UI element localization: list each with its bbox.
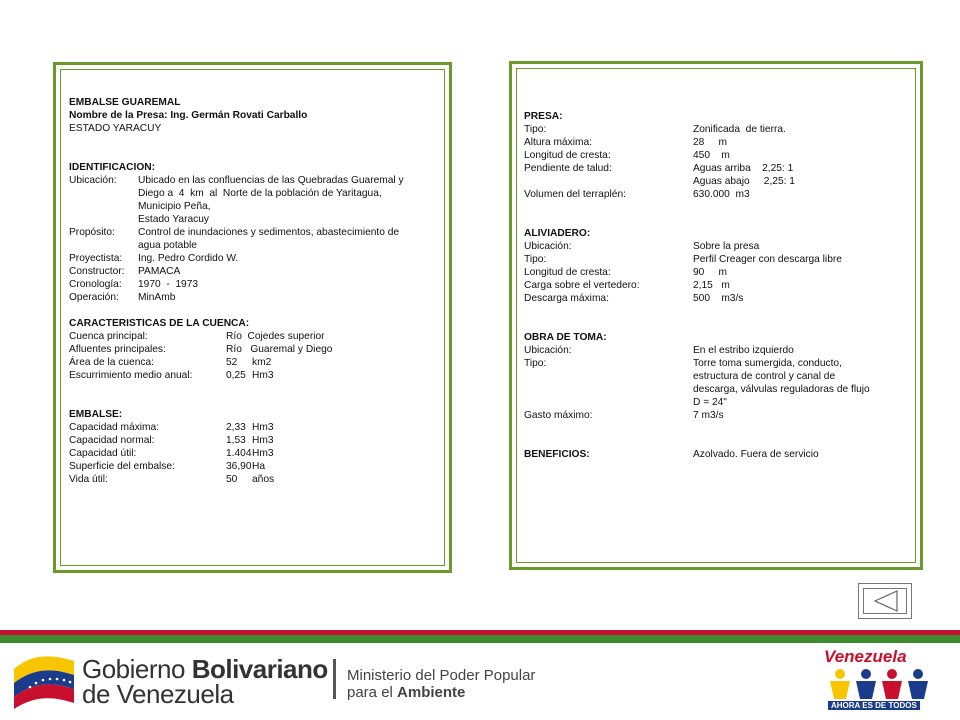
- info-row: [524, 162, 904, 175]
- info-label: Vida útil:: [69, 474, 108, 485]
- ministry-line2: [347, 684, 465, 701]
- info-value: 50: [226, 474, 238, 485]
- cuenca-list: [69, 330, 429, 382]
- info-value: 0,25: [226, 370, 246, 381]
- info-value: 2,15 m: [693, 280, 730, 291]
- info-unit: Hm3: [252, 370, 274, 381]
- info-value: Río Cojedes superior: [226, 331, 325, 342]
- ministry-para-el: para el: [347, 684, 398, 701]
- info-row: [524, 266, 904, 279]
- info-row: [69, 278, 429, 291]
- info-row: [69, 369, 429, 382]
- section-title-beneficios: BENEFICIOS:: [524, 449, 590, 460]
- info-value: 52: [226, 357, 238, 368]
- info-value: PAMACA: [138, 266, 181, 277]
- info-value: Torre toma sumergida, conducto,: [693, 358, 842, 369]
- info-row: [69, 226, 429, 239]
- info-label: Carga sobre el vertedero:: [524, 280, 640, 291]
- info-label: Volumen del terraplén:: [524, 189, 626, 200]
- info-label: Constructor:: [69, 266, 125, 277]
- toma-list: [524, 344, 904, 422]
- info-value: Zonificada de tierra.: [693, 124, 786, 135]
- venezuela-flag-icon: [12, 651, 76, 709]
- identificacion-list: [69, 174, 429, 304]
- info-value: Ing. Pedro Cordido W.: [138, 253, 239, 264]
- section-title-toma: OBRA DE TOMA:: [524, 332, 607, 343]
- footer-bar: [0, 643, 960, 720]
- info-unit: km2: [252, 357, 272, 368]
- dam-name: Nombre de la Presa: Ing. Germán Rovati Carballo: [69, 110, 308, 121]
- info-value: Municipio Peña,: [138, 201, 211, 212]
- info-label: [524, 370, 693, 383]
- info-value: MinAmb: [138, 292, 176, 303]
- info-row: [524, 383, 904, 396]
- info-label: Tipo:: [524, 254, 547, 265]
- info-row: [69, 239, 429, 252]
- info-row: [524, 344, 904, 357]
- info-value: Diego a 4 km al Norte de la población de Yaritagua,: [138, 188, 382, 199]
- info-label: [524, 396, 693, 409]
- embalse-list: [69, 421, 429, 486]
- info-label: [69, 239, 138, 252]
- info-row: [69, 447, 429, 460]
- info-value: Sobre la presa: [693, 241, 760, 252]
- green-stripe: [0, 635, 960, 643]
- state-name: ESTADO YARACUY: [69, 123, 162, 134]
- section-title-cuenca: CARACTERISTICAS DE LA CUENCA:: [69, 318, 250, 329]
- right-info-panel: [509, 61, 923, 570]
- info-label: Pendiente de talud:: [524, 163, 612, 174]
- info-label: Ubicación:: [524, 345, 572, 356]
- aliviadero-list: [524, 240, 904, 305]
- info-value: En el estribo izquierdo: [693, 345, 794, 356]
- reservoir-name: EMBALSE GUAREMAL: [69, 97, 181, 108]
- info-value: 2,33: [226, 422, 246, 433]
- triangle-back-icon: [858, 583, 912, 619]
- left-panel-content: [69, 96, 429, 486]
- people-figures-icon: [826, 667, 938, 701]
- info-label: Ubicación:: [524, 241, 572, 252]
- info-value: 1,53: [226, 435, 246, 446]
- section-title-embalse: EMBALSE:: [69, 409, 123, 420]
- info-label: Capacidad normal:: [69, 435, 155, 446]
- right-panel-content: [524, 110, 904, 461]
- info-value: estructura de control y canal de: [693, 371, 836, 382]
- info-label: Ubicación:: [69, 175, 117, 186]
- info-row: [69, 330, 429, 343]
- info-row: [69, 460, 429, 473]
- section-title-identificacion: IDENTIFICACION:: [69, 162, 156, 173]
- info-row: [524, 149, 904, 162]
- info-label: Propósito:: [69, 227, 115, 238]
- beneficios-row: [524, 448, 904, 461]
- info-label: Capacidad útil:: [69, 448, 137, 459]
- info-row: [524, 292, 904, 305]
- ministry-line1: Ministerio del Poder Popular: [347, 667, 536, 684]
- info-value: Ubicado en las confluencias de las Quebradas Guaremal y: [138, 175, 404, 186]
- info-label: Descarga máxima:: [524, 293, 609, 304]
- info-label: Longitud de cresta:: [524, 150, 611, 161]
- info-label: [69, 187, 138, 200]
- venezuela-tagline: AHORA ES DE TODOS: [828, 701, 920, 710]
- info-value: descarga, válvulas reguladoras de flujo: [693, 384, 870, 395]
- gov-word-gobierno: Gobierno: [82, 654, 192, 684]
- info-value: Aguas abajo 2,25: 1: [693, 176, 795, 187]
- section-title-presa: PRESA:: [524, 111, 563, 122]
- info-row: [69, 291, 429, 304]
- info-row: [69, 343, 429, 356]
- footer-divider: [333, 659, 336, 699]
- ministry-ambiente: Ambiente: [397, 684, 466, 701]
- info-value: 500 m3/s: [693, 293, 744, 304]
- info-label: Gasto máximo:: [524, 410, 593, 421]
- info-row: [524, 396, 904, 409]
- info-label: [524, 175, 693, 188]
- gov-line2: de Venezuela: [82, 679, 234, 709]
- info-value: Río Guaremal y Diego: [226, 344, 333, 355]
- info-row: [524, 253, 904, 266]
- info-value: agua potable: [138, 240, 197, 251]
- info-label: Cuenca principal:: [69, 331, 148, 342]
- info-label: Longitud de cresta:: [524, 267, 611, 278]
- section-title-aliviadero: ALIVIADERO:: [524, 228, 591, 239]
- info-label: Operación:: [69, 292, 119, 303]
- info-row: [69, 187, 429, 200]
- presa-list: [524, 123, 904, 201]
- info-unit: Hm3: [252, 448, 274, 459]
- info-label: Capacidad máxima:: [69, 422, 160, 433]
- info-label: [524, 383, 693, 396]
- info-value: Estado Yaracuy: [138, 214, 209, 225]
- venezuela-ahora-logo: [822, 647, 942, 715]
- info-value: Aguas arriba 2,25: 1: [693, 163, 794, 174]
- info-row: [524, 188, 904, 201]
- info-row: [524, 357, 904, 370]
- info-unit: Ha: [252, 461, 266, 472]
- info-label: Tipo:: [524, 124, 547, 135]
- info-label: Cronología:: [69, 279, 122, 290]
- info-unit: años: [252, 474, 275, 485]
- info-row: [69, 356, 429, 369]
- info-row: [69, 473, 429, 486]
- left-info-panel: [53, 62, 452, 573]
- info-value: 36,90: [226, 461, 252, 472]
- info-row: [69, 252, 429, 265]
- info-row: [69, 174, 429, 187]
- info-row: [69, 200, 429, 213]
- beneficios-value: Azolvado. Fuera de servicio: [693, 449, 819, 460]
- info-row: [524, 240, 904, 253]
- info-row: [524, 123, 904, 136]
- info-label: Proyectista:: [69, 253, 123, 264]
- info-value: 90 m: [693, 267, 727, 278]
- info-label: Tipo:: [524, 358, 547, 369]
- info-label: Altura máxima:: [524, 137, 592, 148]
- info-value: 1970 - 1973: [138, 279, 199, 290]
- info-unit: Hm3: [252, 435, 274, 446]
- info-value: 28 m: [693, 137, 727, 148]
- info-value: Control de inundaciones y sedimentos, abastecimiento de: [138, 227, 400, 238]
- info-row: [524, 370, 904, 383]
- info-label: Afluentes principales:: [69, 344, 166, 355]
- info-row: [524, 279, 904, 292]
- info-value: Perfil Creager con descarga libre: [693, 254, 842, 265]
- info-unit: Hm3: [252, 422, 274, 433]
- info-value: 450 m: [693, 150, 730, 161]
- info-value: D = 24": [693, 397, 727, 408]
- venezuela-logo-text: Venezuela: [824, 647, 907, 666]
- info-row: [69, 421, 429, 434]
- info-row: [524, 409, 904, 422]
- info-value: 7 m3/s: [693, 410, 724, 421]
- info-value: 1.404: [226, 448, 252, 459]
- info-row: [69, 434, 429, 447]
- info-label: [69, 213, 138, 226]
- gov-word-bolivariano: Bolivariano: [191, 654, 328, 684]
- info-label: [69, 200, 138, 213]
- info-row: [69, 213, 429, 226]
- info-row: [524, 136, 904, 149]
- info-label: Área de la cuenca:: [69, 357, 154, 368]
- info-value: 630.000 m3: [693, 189, 750, 200]
- info-label: Escurrimiento medio anual:: [69, 370, 193, 381]
- info-row: [524, 175, 904, 188]
- back-nav-button[interactable]: [858, 583, 912, 619]
- info-label: Superficie del embalse:: [69, 461, 175, 472]
- info-row: [69, 265, 429, 278]
